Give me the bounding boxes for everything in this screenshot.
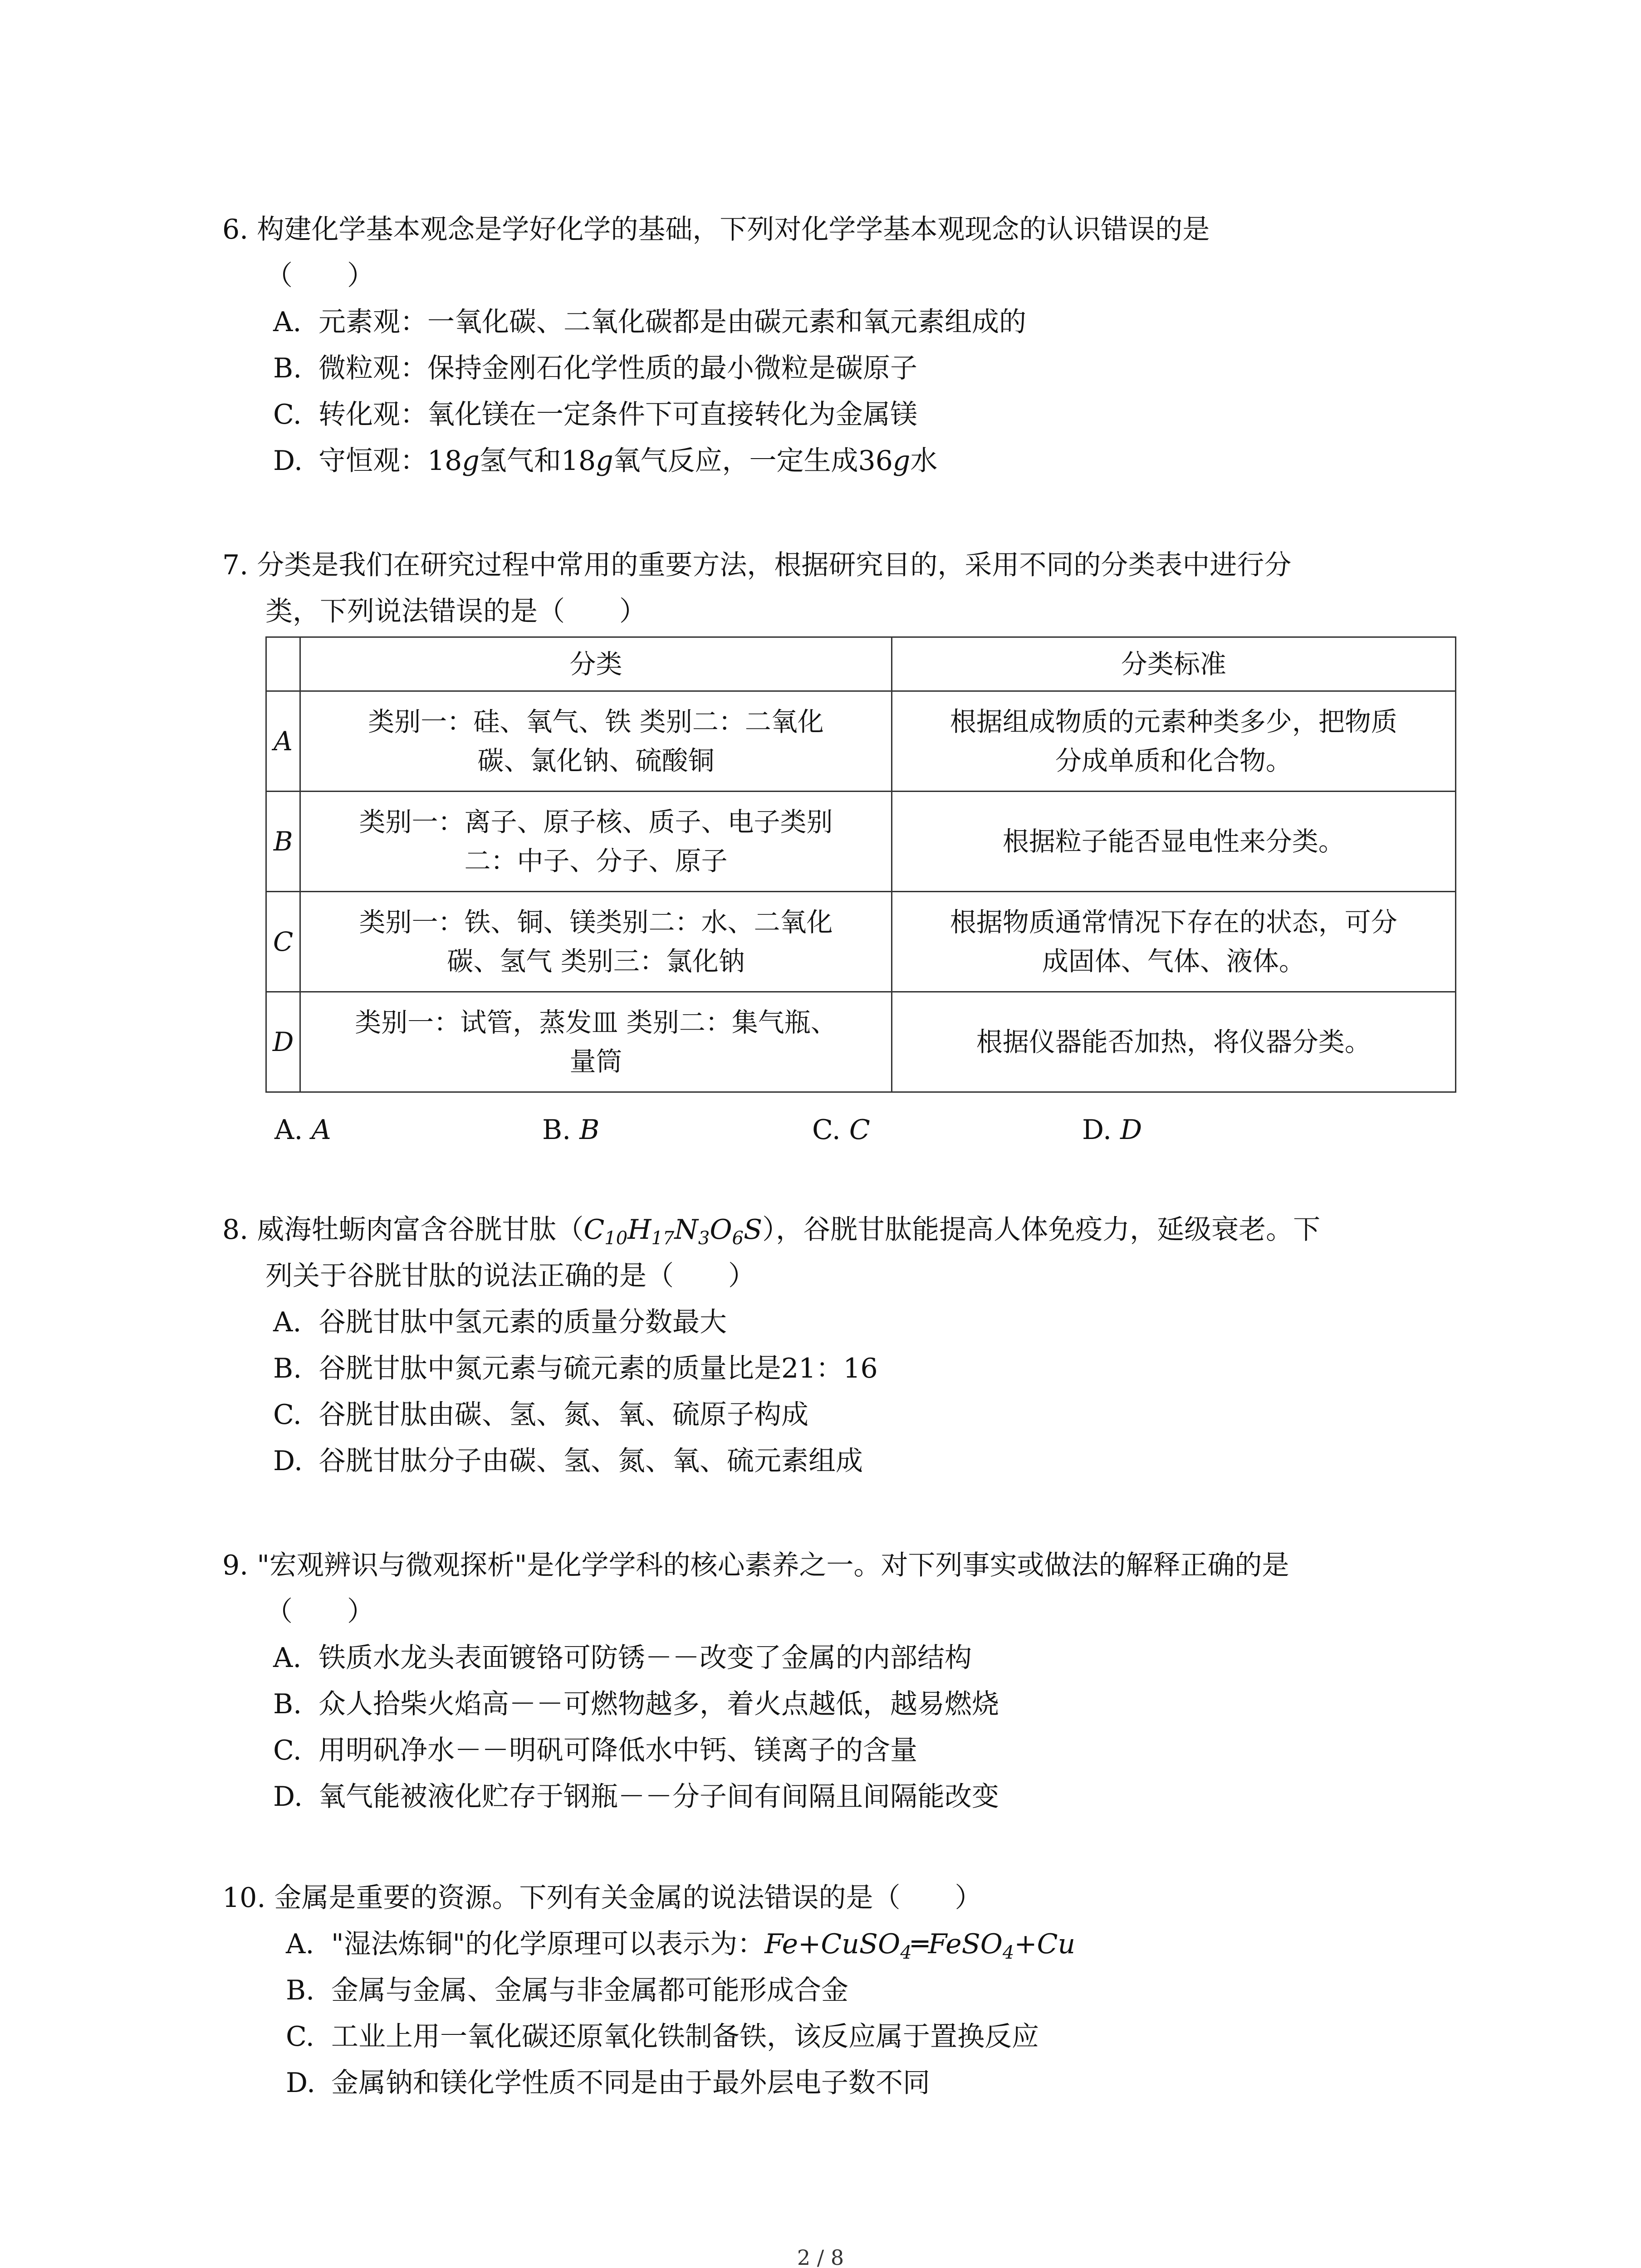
question-6-bracket: （ ） bbox=[265, 260, 374, 292]
option-text: 微粒观：保持金刚石化学性质的最小微粒是碳原子 bbox=[318, 352, 917, 384]
option-letter: D. bbox=[273, 445, 303, 477]
option-letter: C. bbox=[812, 1114, 841, 1146]
question-10-option-c[interactable] bbox=[222, 2014, 1456, 2060]
answer-option-c[interactable] bbox=[812, 1107, 870, 1153]
table-row bbox=[266, 691, 1456, 792]
cell-line: 碳、氯化钠、硫酸铜 bbox=[477, 745, 715, 776]
cell-line: 根据粒子能否显电性来分类。 bbox=[1002, 826, 1345, 857]
question-9-option-c[interactable] bbox=[222, 1727, 1456, 1774]
element-symbol: C bbox=[583, 1214, 605, 1246]
subscript: 10 bbox=[604, 1228, 628, 1249]
option-letter: A. bbox=[286, 1928, 314, 1960]
option-text: 谷胱甘肽中氢元素的质量分数最大 bbox=[318, 1306, 727, 1338]
row-key: D bbox=[266, 992, 300, 1092]
question-9-option-b[interactable] bbox=[222, 1681, 1456, 1727]
option-letter: B. bbox=[273, 1688, 302, 1720]
option-letter: D. bbox=[286, 2067, 316, 2099]
cell-line: 类别一：硅、氧气、铁 类别二：二氧化 bbox=[368, 706, 824, 737]
equals-sign: ═ bbox=[911, 1928, 928, 1960]
table-row bbox=[266, 892, 1456, 992]
cell-line: 分成单质和化合物。 bbox=[1055, 745, 1292, 776]
unit-g: g bbox=[892, 445, 911, 477]
classification-cell bbox=[300, 892, 892, 992]
subscript: 6 bbox=[732, 1228, 744, 1249]
option-letter: C. bbox=[273, 1735, 302, 1766]
option-text: 铁质水龙头表面镀铬可防锈－－改变了金属的内部结构 bbox=[318, 1642, 972, 1674]
stem-text: 8. 威海牡蛎肉富含谷胱甘肽（ bbox=[222, 1214, 584, 1246]
question-10-option-d[interactable] bbox=[222, 2060, 1456, 2106]
question-7-stem: 7. 分类是我们在研究过程中常用的重要方法，根据研究目的，采用不同的分类表中进行分 bbox=[222, 549, 1292, 581]
subscript: 3 bbox=[698, 1228, 710, 1249]
cell-line: 二：中子、分子、原子 bbox=[464, 846, 728, 876]
question-10-option-b[interactable] bbox=[222, 1967, 1456, 2014]
option-text-part: 氢气和18 bbox=[479, 445, 596, 477]
unit-g: g bbox=[462, 445, 480, 477]
option-letter: C. bbox=[273, 399, 302, 430]
option-text: 众人拾柴火焰高－－可燃物越多，着火点越低，越易燃烧 bbox=[318, 1688, 999, 1720]
question-9-option-d[interactable] bbox=[222, 1774, 1456, 1820]
question-8-option-c[interactable] bbox=[222, 1392, 1456, 1438]
table-row bbox=[266, 792, 1456, 892]
option-letter: D. bbox=[1082, 1114, 1112, 1146]
question-6-option-b[interactable] bbox=[222, 345, 1456, 391]
element-symbol: H bbox=[627, 1214, 652, 1246]
option-letter: A. bbox=[273, 1306, 302, 1338]
option-text-part: 氧气反应，一定生成36 bbox=[613, 445, 893, 477]
subscript: 4 bbox=[900, 1942, 912, 1963]
option-text: "湿法炼铜"的化学原理可以表示为： bbox=[331, 1928, 765, 1960]
question-9-bracket: （ ） bbox=[265, 1596, 374, 1628]
option-letter: B. bbox=[542, 1114, 571, 1146]
standard-cell bbox=[892, 792, 1455, 892]
question-9-option-a[interactable] bbox=[222, 1635, 1456, 1681]
option-letter: B. bbox=[286, 1975, 315, 2006]
option-letter: D. bbox=[273, 1445, 303, 1477]
row-key: C bbox=[266, 892, 300, 992]
subscript: 17 bbox=[651, 1228, 675, 1249]
option-text: 金属与金属、金属与非金属都可能形成合金 bbox=[331, 1975, 848, 2006]
cell-line: 根据物质通常情况下存在的状态，可分 bbox=[950, 907, 1397, 938]
option-text: 转化观：氧化镁在一定条件下可直接转化为金属镁 bbox=[318, 399, 917, 430]
question-6-option-d[interactable] bbox=[222, 438, 1456, 484]
table-header-cell: 分类标准 bbox=[892, 637, 1455, 691]
question-8-option-b[interactable] bbox=[222, 1345, 1456, 1392]
classification-cell bbox=[300, 792, 892, 892]
formula-part: FeSO bbox=[928, 1928, 1003, 1960]
answer-option-a[interactable] bbox=[274, 1107, 331, 1153]
element-symbol: O bbox=[710, 1214, 732, 1246]
table-header-row bbox=[266, 637, 1456, 691]
classification-table bbox=[265, 636, 1456, 1093]
cell-line: 类别一：试管，蒸发皿 类别二：集气瓶、 bbox=[355, 1007, 837, 1038]
table-header-cell bbox=[266, 637, 300, 691]
option-letter: A. bbox=[273, 1642, 302, 1674]
unit-g: g bbox=[596, 445, 613, 477]
option-letter: C. bbox=[286, 2021, 314, 2053]
question-6 bbox=[222, 206, 1456, 484]
option-text: 氧气能被液化贮存于钢瓶－－分子间有间隔且间隔能改变 bbox=[318, 1781, 999, 1813]
question-8 bbox=[222, 1207, 1456, 1484]
answer-option-b[interactable] bbox=[542, 1107, 599, 1153]
cell-line: 量筒 bbox=[569, 1046, 622, 1077]
question-10 bbox=[222, 1875, 1456, 2106]
question-6-option-c[interactable] bbox=[222, 391, 1456, 438]
subscript: 4 bbox=[1002, 1942, 1014, 1963]
row-key: A bbox=[266, 691, 300, 792]
formula-part: +Cu bbox=[1014, 1928, 1076, 1960]
option-text: 谷胱甘肽由碳、氢、氮、氧、硫原子构成 bbox=[318, 1399, 808, 1431]
option-text: 谷胱甘肽分子由碳、氢、氮、氧、硫元素组成 bbox=[318, 1445, 863, 1477]
question-10-option-a[interactable] bbox=[222, 1921, 1456, 1967]
question-8-stem-cont: 列关于谷胱甘肽的说法正确的是（ ） bbox=[265, 1260, 755, 1292]
question-8-stem bbox=[222, 1207, 1456, 1253]
standard-cell bbox=[892, 691, 1455, 792]
option-letter: A. bbox=[273, 306, 302, 338]
chemical-formula bbox=[583, 1214, 763, 1249]
question-7 bbox=[222, 542, 1456, 635]
option-value: C bbox=[849, 1114, 870, 1146]
question-6-option-a[interactable] bbox=[222, 299, 1456, 345]
row-key: B bbox=[266, 792, 300, 892]
standard-cell bbox=[892, 992, 1455, 1092]
option-letter: B. bbox=[273, 1353, 302, 1384]
formula-part: Fe+CuSO bbox=[764, 1928, 901, 1960]
question-7-stem-cont: 类，下列说法错误的是（ ） bbox=[265, 596, 647, 627]
cell-line: 根据仪器能否加热，将仪器分类。 bbox=[976, 1026, 1371, 1057]
classification-cell bbox=[300, 691, 892, 792]
cell-line: 成固体、气体、液体。 bbox=[1042, 946, 1305, 977]
answer-option-d[interactable] bbox=[1082, 1107, 1142, 1153]
element-symbol: N bbox=[674, 1214, 698, 1246]
option-text-part: 水 bbox=[910, 445, 938, 477]
question-10-stem: 10. 金属是重要的资源。下列有关金属的说法错误的是（ ） bbox=[222, 1882, 982, 1914]
option-text: 用明矾净水－－明矾可降低水中钙、镁离子的含量 bbox=[318, 1735, 917, 1766]
question-9-stem: 9. "宏观辨识与微观探析"是化学学科的核心素养之一。对下列事实或做法的解释正确的是 bbox=[222, 1549, 1289, 1581]
option-letter: B. bbox=[273, 352, 302, 384]
option-value: B bbox=[579, 1114, 600, 1146]
option-text-part: 守恒观：18 bbox=[318, 445, 462, 477]
option-value: A bbox=[311, 1114, 331, 1146]
element-symbol: S bbox=[744, 1214, 763, 1246]
option-text: 元素观：一氧化碳、二氧化碳都是由碳元素和氧元素组成的 bbox=[318, 306, 1026, 338]
table-row bbox=[266, 992, 1456, 1092]
question-9 bbox=[222, 1542, 1456, 1820]
cell-line: 碳、氢气 类别三：氯化钠 bbox=[447, 946, 745, 977]
option-letter: A. bbox=[274, 1114, 303, 1146]
cell-line: 类别一：铁、铜、镁类别二：水、二氧化 bbox=[359, 907, 833, 938]
classification-cell bbox=[300, 992, 892, 1092]
cell-line: 根据组成物质的元素种类多少，把物质 bbox=[950, 706, 1397, 737]
question-8-option-d[interactable] bbox=[222, 1438, 1456, 1484]
question-8-option-a[interactable] bbox=[222, 1299, 1456, 1345]
page-number: 2 / 8 bbox=[797, 2245, 844, 2268]
table-header-cell: 分类 bbox=[300, 637, 892, 691]
option-text: 谷胱甘肽中氮元素与硫元素的质量比是21：16 bbox=[318, 1353, 878, 1384]
option-letter: D. bbox=[273, 1781, 303, 1813]
question-6-stem: 6. 构建化学基本观念是学好化学的基础，下列对化学学基本观现念的认识错误的是 bbox=[222, 214, 1210, 245]
option-text: 金属钠和镁化学性质不同是由于最外层电子数不同 bbox=[331, 2067, 930, 2099]
chemical-equation bbox=[764, 1928, 1076, 1963]
option-value: D bbox=[1120, 1114, 1142, 1146]
option-letter: C. bbox=[273, 1399, 302, 1431]
cell-line: 类别一：离子、原子核、质子、电子类别 bbox=[359, 807, 833, 837]
option-text: 工业上用一氧化碳还原氧化铁制备铁，该反应属于置换反应 bbox=[331, 2021, 1039, 2053]
stem-text: ），谷胱甘肽能提高人体免疫力，延级衰老。下 bbox=[762, 1214, 1321, 1246]
standard-cell bbox=[892, 892, 1455, 992]
